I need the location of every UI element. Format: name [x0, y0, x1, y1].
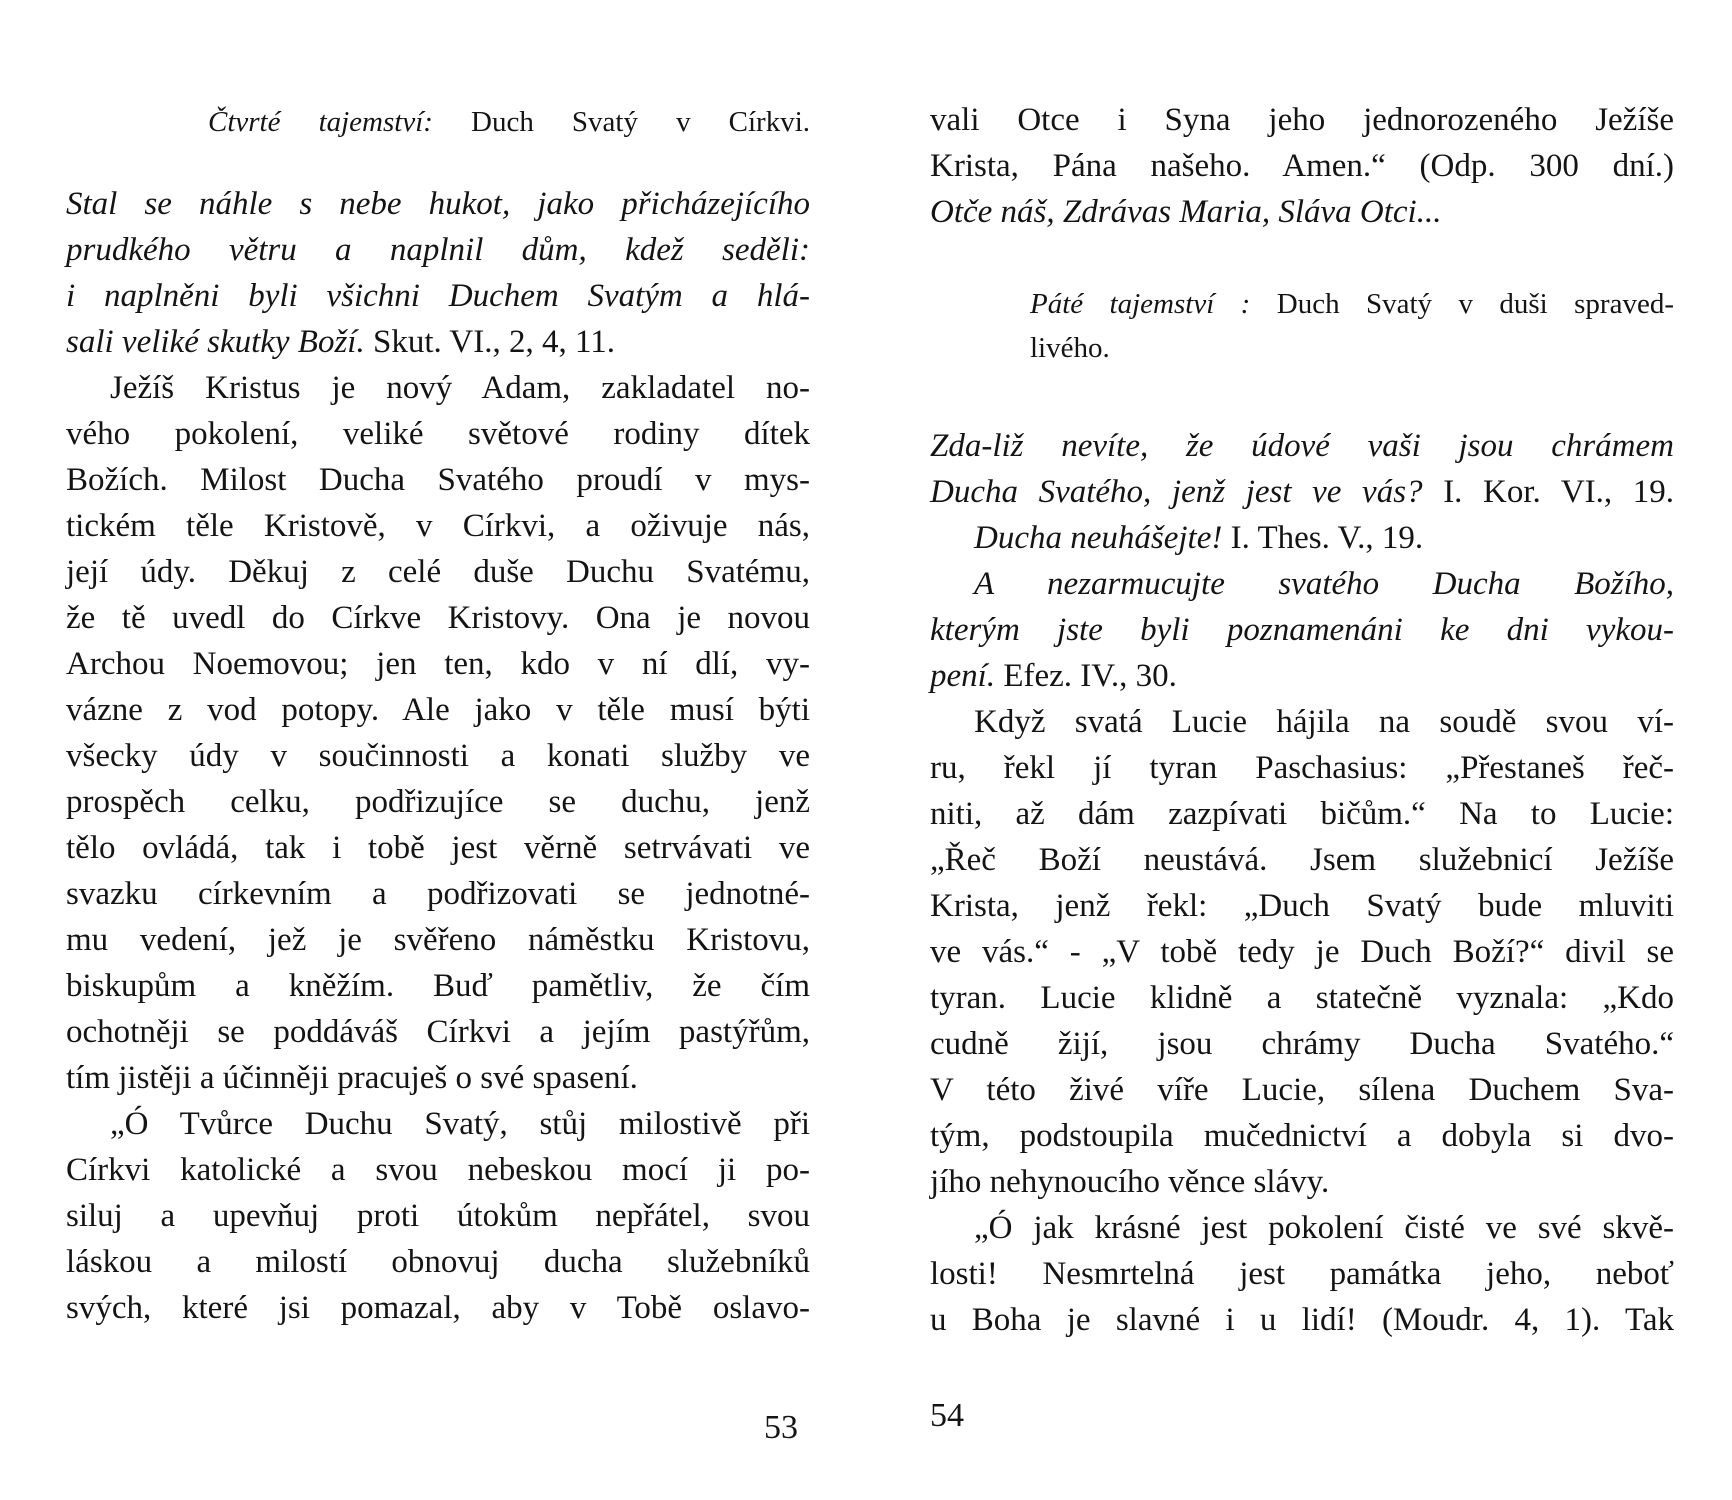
- right-quote-2: Ducha neuhášejte!: [974, 520, 1223, 556]
- right-citation-3: Efez. IV., 30.: [1003, 658, 1177, 694]
- right-line-22: losti! Nesmrtelná jest památka jeho, neboť: [930, 1256, 1674, 1292]
- left-line-13: vázne z vod potopy. Ale jako v těle musí býti: [66, 692, 810, 728]
- left-line-25: láskou a milostí obnovuj ducha služebníků: [66, 1244, 810, 1280]
- left-heading-label: Čtvrté tajemství:: [208, 106, 433, 138]
- right-line-5: [930, 469, 1674, 515]
- left-line-2: prudkého větru a naplnil dům, kdež seděli:: [66, 232, 810, 268]
- left-line-1: Stal se náhle s nebe hukot, jako přicházejícího: [66, 186, 810, 222]
- left-heading-text: Duch Svatý v Církvi.: [471, 106, 811, 138]
- left-line-9: tickém těle Kristově, v Církvi, a oživuje nás,: [66, 508, 810, 544]
- left-citation-1: Skut. VI., 2, 4, 11.: [372, 324, 616, 360]
- right-line-21: „Ó jak krásné jest pokolení čisté ve své skvě-: [974, 1210, 1674, 1246]
- right-heading-continuation: livého.: [1030, 332, 1110, 364]
- right-line-2: Krista, Pána našeho. Amen.“ (Odp. 300 dní.): [930, 148, 1674, 184]
- right-line-18: V této živé víře Lucie, sílena Duchem Sva-: [930, 1072, 1674, 1108]
- right-citation-2: I. Thes. V., 19.: [1230, 520, 1424, 556]
- right-line-10: Když svatá Lucie hájila na soudě svou ví-: [974, 704, 1674, 740]
- left-line-24: siluj a upevňuj proti útokům nepřátel, svou: [66, 1198, 810, 1234]
- left-quote-end: sali veliké skutky Boží.: [66, 324, 365, 360]
- right-line-20: jího nehynoucího věnce slávy.: [930, 1164, 1330, 1200]
- right-line-3: Otče náš, Zdrávas Maria, Sláva Otci...: [930, 194, 1442, 230]
- left-line-21: tím jistěji a účinněji pracuješ o své spasení.: [66, 1060, 638, 1096]
- left-line-6: Ježíš Kristus je nový Adam, zakladatel no-: [110, 370, 810, 406]
- right-line-8: kterým jste byli poznamenáni ke dni vykou-: [930, 612, 1674, 648]
- right-line-11: ru, řekl jí tyran Paschasius: „Přestaneš řeč-: [930, 750, 1674, 786]
- left-line-3: i naplněni byli všichni Duchem Svatým a hlá-: [66, 278, 810, 314]
- right-line-17: cudně žijí, jsou chrámy Ducha Svatého.“: [930, 1026, 1674, 1062]
- left-line-10: její údy. Děkuj z celé duše Duchu Svatému,: [66, 554, 810, 590]
- left-line-14: všecky údy v součinnosti a konati služby ve: [66, 738, 810, 774]
- right-line-13: „Řeč Boží neustává. Jsem služebnicí Ježíše: [930, 842, 1674, 878]
- right-quote-1-end: Ducha Svatého, jenž jest ve vás?: [930, 474, 1423, 510]
- right-line-14: Krista, jenž řekl: „Duch Svatý bude mluviti: [930, 888, 1674, 924]
- right-citation-1: I. Kor. VI., 19.: [1443, 474, 1675, 510]
- left-line-18: mu vedení, jež je svěřeno náměstku Kristovu,: [66, 922, 810, 958]
- right-heading-label: Páté tajemství :: [1030, 288, 1251, 320]
- left-line-12: Archou Noemovou; jen ten, kdo v ní dlí, vy-: [66, 646, 810, 682]
- left-line-7: vého pokolení, veliké světové rodiny dítek: [66, 416, 810, 452]
- right-quote-3-end: pení.: [930, 658, 996, 694]
- left-line-26: svých, které jsi pomazal, aby v Tobě oslavo-: [66, 1290, 810, 1326]
- right-line-1: vali Otce i Syna jeho jednorozeného Ježíše: [930, 102, 1674, 138]
- left-line-4: [66, 319, 810, 365]
- left-line-20: ochotněji se poddáváš Církvi a jejím pastýřům,: [66, 1014, 810, 1050]
- right-section-heading: [1030, 284, 1674, 324]
- left-line-17: svazku církevním a podřizovati se jednotné-: [66, 876, 810, 912]
- left-line-19: biskupům a kněžím. Buď pamětliv, že čím: [66, 968, 810, 1004]
- left-line-16: tělo ovládá, tak i tobě jest věrně setrvávati ve: [66, 830, 810, 866]
- right-line-12: niti, až dám zazpívati bičům.“ Na to Lucie:: [930, 796, 1674, 832]
- left-line-15: prospěch celku, podřizujíce se duchu, jenž: [66, 784, 810, 820]
- right-page-number: 54: [930, 1397, 964, 1434]
- right-line-7: A nezarmucujte svatého Ducha Božího,: [974, 566, 1674, 602]
- right-line-23: u Boha je slavné i u lidí! (Moudr. 4, 1). Tak: [930, 1302, 1674, 1338]
- left-page-number: 53: [764, 1409, 798, 1446]
- right-line-4: Zda-liž nevíte, že údové vaši jsou chrámem: [930, 428, 1674, 464]
- left-line-8: Božích. Milost Ducha Svatého proudí v mys-: [66, 462, 810, 498]
- right-line-6: [974, 515, 1674, 561]
- right-line-9: [930, 653, 1674, 699]
- right-heading-text: Duch Svatý v duši spraved-: [1276, 288, 1674, 320]
- left-line-23: Církvi katolické a svou nebeskou mocí ji po-: [66, 1152, 810, 1188]
- left-section-heading: [208, 102, 810, 142]
- left-line-22: „Ó Tvůrce Duchu Svatý, stůj milostivě při: [110, 1106, 810, 1142]
- right-line-16: tyran. Lucie klidně a statečně vyznala: „Kdo: [930, 980, 1674, 1016]
- right-line-15: ve vás.“ - „V tobě tedy je Duch Boží?“ divil se: [930, 934, 1674, 970]
- right-line-19: tým, podstoupila mučednictví a dobyla si dvo-: [930, 1118, 1674, 1154]
- left-line-11: že tě uvedl do Církve Kristovy. Ona je novou: [66, 600, 810, 636]
